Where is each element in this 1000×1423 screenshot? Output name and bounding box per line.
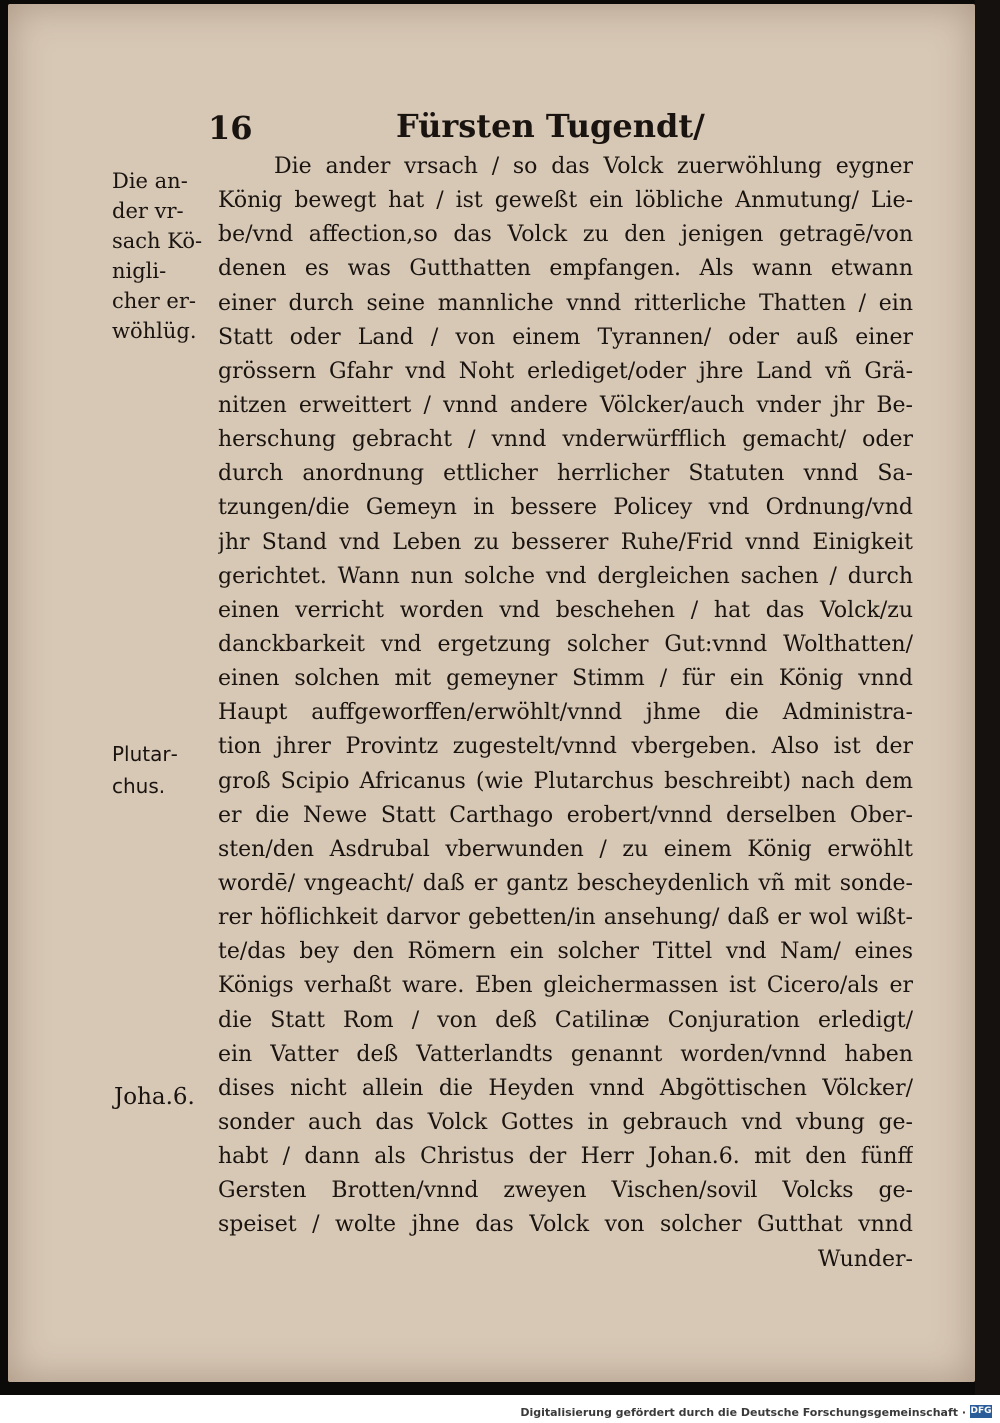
book-edge [975,0,1000,1395]
text-line: König bewegt hat / ist geweßt ein löbliche Anmutung/ Lie‑ [218,188,913,214]
text-line: habt / dann als Christus der Herr Johan.6. mit den fünff [218,1144,913,1170]
text-line: be/vnd affection,so das Volck zu den jenigen getragē/von [218,222,913,248]
text-line: Königs verhaßt ware. Eben gleichermassen ist Cicero/als er [218,973,913,999]
margin-note-line: chus. [112,774,166,798]
text-line: wordē/ vngeacht/ daß er gantz bescheydenlich vñ mit sonde‑ [218,870,913,896]
text-line: er die Newe Statt Carthago erobert/vnnd derselben Ober‑ [218,802,913,828]
text-line: einer durch seine mannliche vnnd ritterliche Thatten / ein [218,290,913,316]
margin-note-line: sach Kö‑ [112,229,203,253]
text-line: Gersten Brotten/vnnd zweyen Vischen/sovil Volcks ge‑ [218,1178,913,1204]
text-line: tion jhrer Provintz zugestelt/vnnd vbergeben. Also ist der [218,734,913,760]
margin-note-line: nigli‑ [112,259,167,283]
catchword: Wunder‑ [817,1246,913,1272]
text-line: tzungen/die Gemeyn in bessere Policey vnd Ordnung/vnd [218,495,913,521]
text-line: nitzen erweittert / vnnd andere Völcker/auch vnder jhr Be‑ [218,392,913,418]
margin-note-plutarchus [112,738,178,802]
text-line: jhr Stand vnd Leben zu besserer Ruhe/Frid vnnd Einigkeit [218,529,913,555]
margin-note-line: Joha.6. [114,1084,195,1110]
text-line: ein Vatter deß Vatterlandts genannt worden/vnnd haben [218,1041,913,1067]
text-line: denen es was Gutthatten empfangen. Als wann etwann [218,256,913,282]
text-line: Statt oder Land / von einem Tyrannen/ oder auß einer [218,324,913,350]
body-text [218,150,913,1277]
margin-note-line: Die an‑ [112,169,188,193]
text-line: die Statt Rom / von deß Catilinæ Conjuration erledigt/ [218,1007,913,1033]
text-line: einen solchen mit gemeyner Stimm / für ein König vnnd [218,666,913,692]
text-line: sten/den Asdrubal vberwunden / zu einem König erwöhlt [218,836,913,862]
text-line: einen verricht worden vnd beschehen / hat das Volck/zu [218,597,913,623]
text-line: te/das bey den Römern ein solcher Tittel vnd Nam/ eines [218,939,913,965]
text-line: durch anordnung ettlicher herrlicher Statuten vnnd Sa‑ [218,461,913,487]
text-line: Haupt auffgeworffen/erwöhlt/vnnd jhme die Administra‑ [218,700,913,726]
funding-credit: Digitalisierung gefördert durch die Deutsche Forschungsgemeinschaft · [520,1406,966,1419]
text-line: groß Scipio Africanus (wie Plutarchus beschreibt) nach dem [218,768,913,794]
page-number: 16 [208,109,253,147]
text-line: speiset / wolte jhne das Volck von solcher Gutthat vnnd [218,1212,913,1238]
margin-note-line: der vr‑ [112,199,184,223]
text-line: dises nicht allein die Heyden vnnd Abgöttischen Völcker/ [218,1075,913,1101]
margin-note-line: wöhlüg. [112,319,197,343]
text-line: danckbarkeit vnd ergetzung solcher Gut:vnnd Wolthatten/ [218,631,913,657]
text-line: gerichtet. Wann nun solche vnd dergleichen sachen / durch [218,563,913,589]
text-line: Die ander vrsach / so das Volck zuerwöhlung eygner [274,154,913,179]
margin-note-line: Plutar‑ [112,742,178,766]
margin-note-line: cher er‑ [112,289,196,313]
text-line: sonder auch das Volck Gottes in gebrauch vnd vbung ge‑ [218,1109,913,1135]
margin-note-johannes [114,1082,195,1112]
margin-note-koenigliche-erwoehlung [112,166,202,346]
dfg-logo: DFG [970,1406,992,1416]
text-line: herschung gebracht / vnnd vnderwürfflich gemacht/ oder [218,427,913,453]
text-line: rer höflichkeit darvor gebetten/in ansehung/ daß er wol wißt‑ [218,905,913,931]
text-line: grössern Gfahr vnd Noht erlediget/oder jhre Land vñ Grä‑ [218,358,913,384]
running-title: Fürsten Tugendt/ [396,107,705,145]
